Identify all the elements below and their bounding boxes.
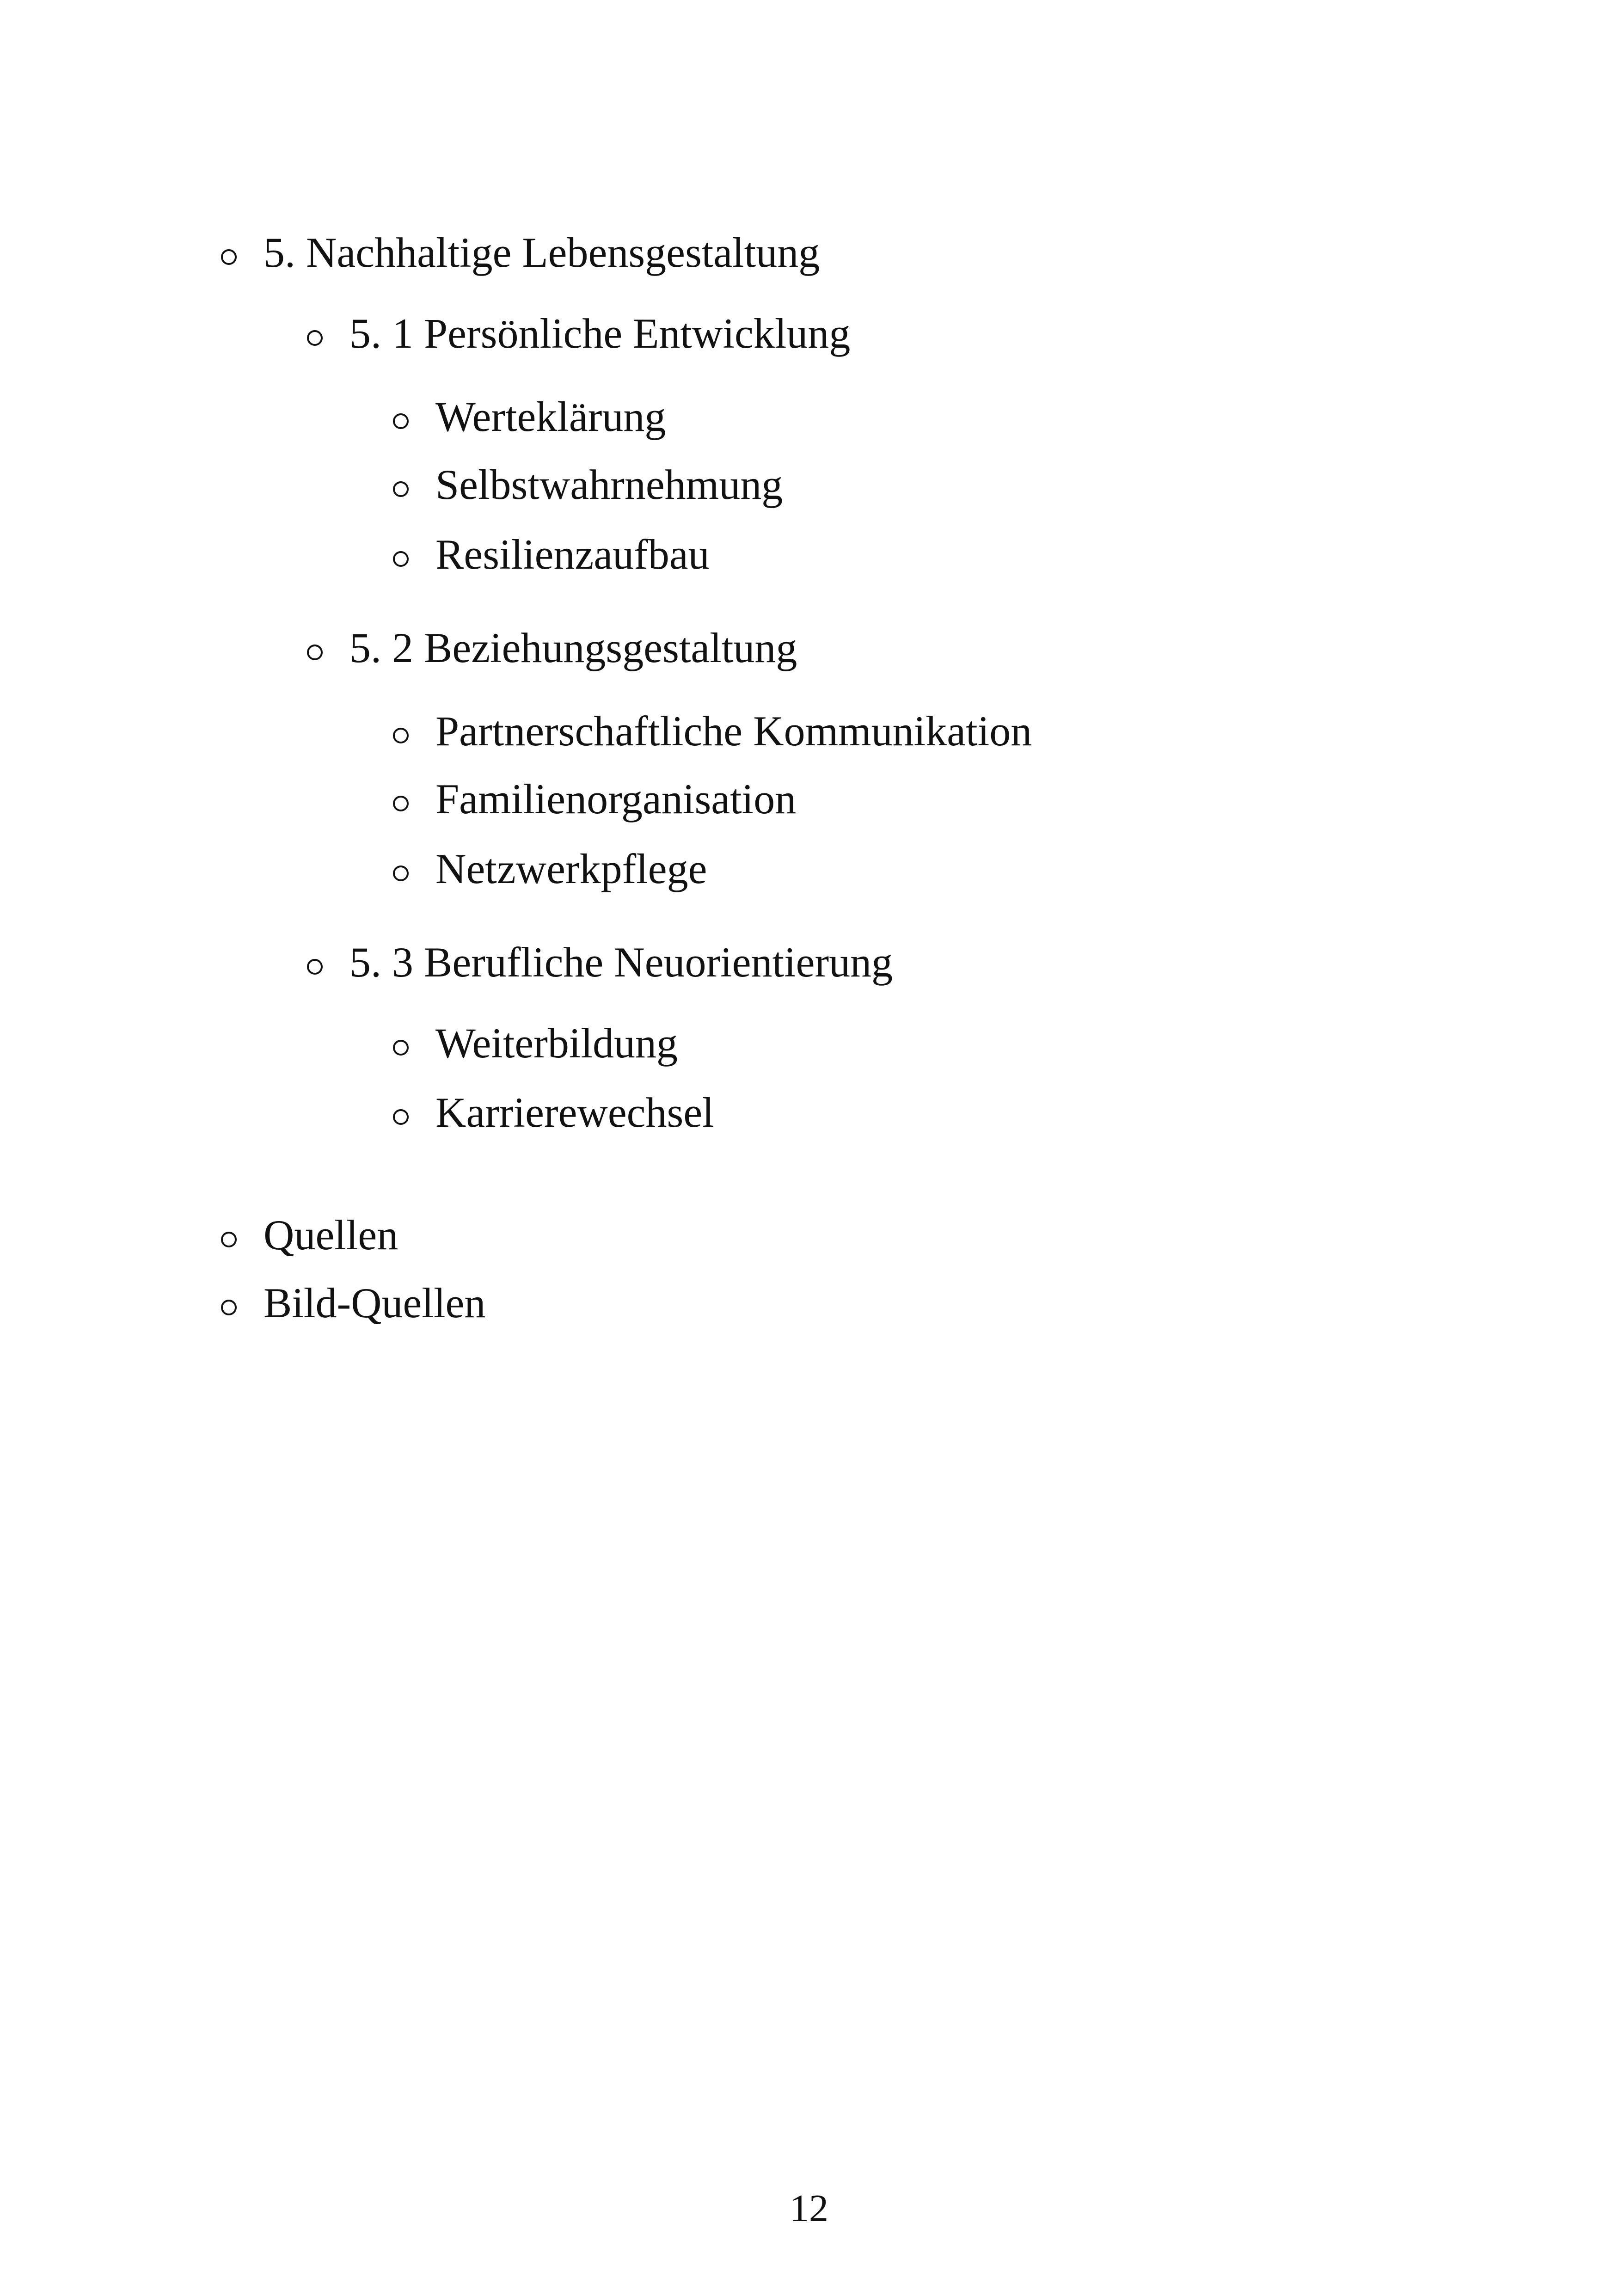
circle-bullet-icon [393,413,409,429]
outline-item-5-3[interactable] [307,939,893,986]
outline-item-karrierewechsel[interactable] [393,1091,714,1134]
circle-bullet-icon [393,1109,409,1125]
outline-item-label: 5. Nachhaltige Lebensgestaltung [264,229,820,276]
outline-item-resilienzaufbau[interactable] [393,533,710,576]
page-number: 12 [790,2187,828,2230]
outline-item-label: Netzwerkpflege [435,845,707,892]
outline-item-5-2[interactable] [307,626,797,669]
outline-item-netzwerkpflege[interactable] [393,847,707,890]
circle-bullet-icon [393,1040,409,1056]
outline-item-label: 5. 3 Berufliche Neuorientierung [349,939,893,986]
outline-item-label: Familienorganisation [435,775,797,823]
outline-item-partnerschaftliche-kommunikation[interactable] [393,707,1032,755]
outline-item-label: Selbstwahrnehmung [435,461,783,508]
outline-item-5-1[interactable] [307,312,850,355]
outline-item-label: Partnerschaftliche Kommunikation [435,707,1032,755]
outline-item-label: 5. 2 Beziehungsgestaltung [349,624,797,671]
circle-bullet-icon [393,481,409,497]
outline-item-label: Resilienzaufbau [435,531,710,578]
outline-item-weiterbildung[interactable] [393,1019,678,1067]
outline-item-label: Bild-Quellen [264,1279,486,1326]
outline-item-selbstwahrnehmung[interactable] [393,463,783,506]
circle-bullet-icon [307,330,323,346]
circle-bullet-icon [393,728,409,743]
outline-item-section-5[interactable] [221,231,820,274]
circle-bullet-icon [307,959,323,975]
outline-item-label: Karrierewechsel [435,1089,714,1136]
circle-bullet-icon [393,866,409,881]
circle-bullet-icon [221,1300,237,1315]
outline-item-werteklaerung[interactable] [393,395,666,438]
circle-bullet-icon [393,796,409,811]
outline-item-quellen[interactable] [221,1211,398,1259]
outline-item-label: Werteklärung [435,393,666,440]
circle-bullet-icon [221,1232,237,1247]
circle-bullet-icon [221,249,237,265]
outline-item-bild-quellen[interactable] [221,1279,486,1326]
outline-item-label: Weiterbildung [435,1019,678,1067]
outline-item-familienorganisation[interactable] [393,775,797,823]
outline-item-label: 5. 1 Persönliche Entwicklung [349,310,851,357]
outline-item-label: Quellen [264,1211,398,1259]
circle-bullet-icon [393,551,409,567]
circle-bullet-icon [307,645,323,660]
